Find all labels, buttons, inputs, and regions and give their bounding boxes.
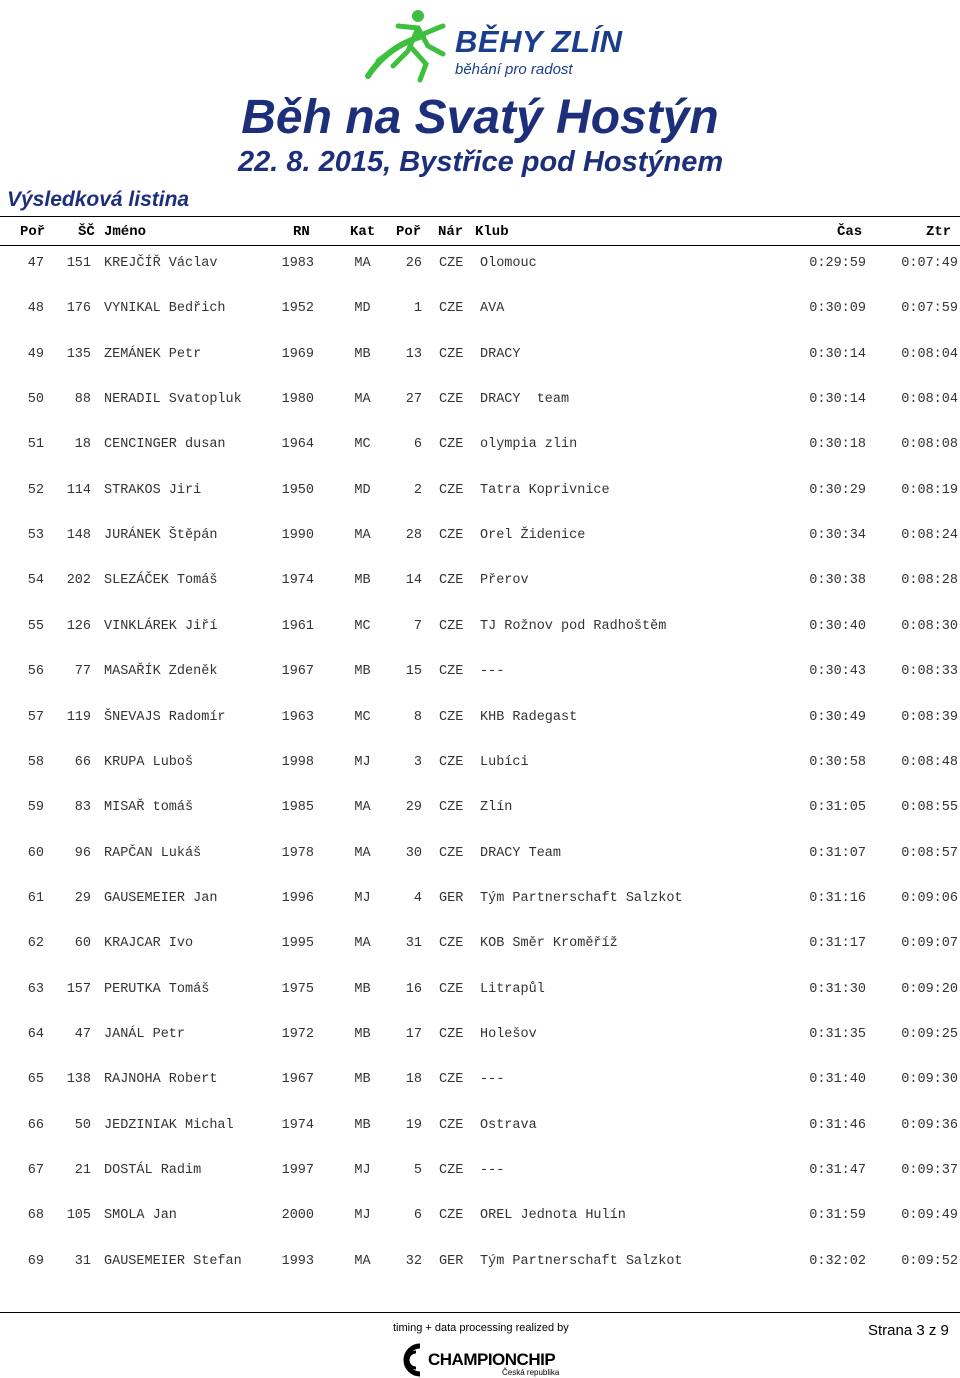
table-row [0,301,960,319]
table-row [0,1072,960,1090]
table-row [0,755,960,773]
cell-time: 0:30:40 [809,618,866,634]
cell-time: 0:31:40 [809,1072,866,1088]
cell-year: 1985 [281,800,314,816]
cell-name: DOSTÁL Radim [104,1163,202,1178]
cell-nation: CZE [439,528,464,544]
cell-category: MD [354,482,371,498]
cell-bib: 126 [66,618,91,634]
table-row [0,982,960,1000]
cell-category: MJ [354,1208,371,1224]
cell-rank: 55 [27,618,44,634]
cell-category-rank: 28 [405,528,422,544]
cell-nation: CZE [439,482,464,498]
cell-club: Olomouc [480,256,537,271]
cell-name: SLEZÁČEK Tomáš [104,573,218,589]
cell-year: 1972 [281,1026,314,1042]
cell-category-rank: 29 [405,800,422,816]
cell-year: 1967 [281,664,314,680]
cell-rank: 67 [27,1163,44,1178]
table-row [0,347,960,365]
cell-category: MB [354,664,371,680]
cell-name: ZEMÁNEK Petr [104,346,202,362]
table-header [0,224,960,242]
cell-category-rank: 31 [405,936,422,952]
table-row [0,846,960,864]
cell-year: 1974 [281,1117,314,1133]
cell-nation: CZE [439,709,464,725]
cell-year: 2000 [281,1208,314,1224]
logo-title: BĚHY ZLÍN [455,24,623,59]
cell-name: RAPČAN Lukáš [104,845,202,861]
cell-gap: 0:09:07 [901,936,958,952]
cell-time: 0:30:43 [809,664,866,680]
cell-rank: 66 [27,1117,44,1133]
logo-tagline: běhání pro radost [455,61,573,78]
page-number: Strana 3 z 9 [868,1322,949,1339]
cell-category-rank: 8 [413,709,422,725]
col-year: RN [293,224,310,240]
table-row [0,1027,960,1045]
cell-category: MA [354,256,371,271]
cell-rank: 68 [27,1208,44,1224]
cell-category: MA [354,936,371,952]
cell-category: MA [354,392,371,408]
col-gap: Ztr [926,224,952,240]
cell-time: 0:30:49 [809,709,866,725]
cell-gap: 0:09:37 [901,1163,958,1178]
cell-club: --- [480,664,505,680]
cell-club: --- [480,1072,505,1088]
cell-year: 1952 [281,301,314,317]
cell-bib: 29 [74,890,91,906]
cell-category-rank: 6 [413,1208,422,1224]
cell-category: MB [354,1117,371,1133]
cell-time: 0:32:02 [809,1253,866,1269]
cell-name: STRAKOS Jiri [104,482,202,498]
cell-rank: 69 [27,1253,44,1269]
cell-rank: 63 [27,981,44,997]
cell-bib: 66 [74,754,91,770]
cell-name: SMOLA Jan [104,1208,177,1224]
cell-nation: CZE [439,1208,464,1224]
table-row [0,1208,960,1226]
cell-year: 1963 [281,709,314,725]
cell-gap: 0:09:20 [901,981,958,997]
cell-category-rank: 3 [413,754,422,770]
timing-credit: timing + data processing realized by [393,1322,569,1334]
cell-category: MJ [354,754,371,770]
col-bib: ŠČ [78,224,95,240]
table-row [0,573,960,591]
cell-gap: 0:08:19 [901,482,958,498]
cell-rank: 59 [27,800,44,816]
results-heading: Výsledková listina [7,188,190,211]
cell-year: 1993 [281,1253,314,1269]
cell-nation: CZE [439,754,464,770]
cell-category: MC [354,437,371,453]
table-row [0,528,960,546]
page-title: Běh na Svatý Hostýn [241,91,719,144]
cell-year: 1978 [281,845,314,861]
cell-gap: 0:08:04 [901,392,958,408]
cell-category-rank: 18 [405,1072,422,1088]
cell-bib: 151 [66,256,91,271]
cell-club: Tým Partnerschaft Salzkot [480,890,683,906]
cell-name: RAJNOHA Robert [104,1072,218,1088]
cell-nation: CZE [439,845,464,861]
cell-time: 0:31:47 [809,1163,866,1178]
cell-gap: 0:08:08 [901,437,958,453]
cell-year: 1990 [281,528,314,544]
cell-time: 0:31:17 [809,936,866,952]
cell-year: 1967 [281,1072,314,1088]
cell-category-rank: 4 [413,890,422,906]
cell-year: 1974 [281,573,314,589]
cell-rank: 51 [27,437,44,453]
cell-bib: 50 [74,1117,91,1133]
cell-time: 0:31:46 [809,1117,866,1133]
table-row [0,619,960,637]
cell-time: 0:30:18 [809,437,866,453]
cell-gap: 0:08:39 [901,709,958,725]
cell-name: GAUSEMEIER Jan [104,890,218,906]
cell-bib: 119 [66,709,91,725]
cell-gap: 0:08:48 [901,754,958,770]
cell-gap: 0:09:52 [901,1253,958,1269]
cell-nation: CZE [439,1072,464,1088]
cell-time: 0:30:34 [809,528,866,544]
cell-rank: 60 [27,845,44,861]
cell-name: JANÁL Petr [104,1026,186,1042]
table-row [0,437,960,455]
cell-gap: 0:08:33 [901,664,958,680]
col-name: Jméno [104,224,147,240]
cell-gap: 0:08:57 [901,845,958,861]
cell-gap: 0:07:59 [901,301,958,317]
cell-time: 0:31:35 [809,1026,866,1042]
cell-category-rank: 26 [405,256,422,271]
cell-rank: 61 [27,890,44,906]
col-category: Kat [350,224,376,240]
cell-nation: CZE [439,1026,464,1042]
cell-nation: GER [439,1253,464,1269]
cell-name: PERUTKA Tomáš [104,981,210,997]
cell-year: 1950 [281,482,314,498]
cell-rank: 52 [27,482,44,498]
cell-gap: 0:08:28 [901,573,958,589]
table-row [0,936,960,954]
cell-bib: 83 [74,800,91,816]
cell-nation: CZE [439,664,464,680]
cell-time: 0:30:09 [809,301,866,317]
cell-nation: GER [439,890,464,906]
cell-rank: 53 [27,528,44,544]
cell-club: Litrapůl [480,981,545,997]
cell-name: VINKLÁREK Jiří [104,618,218,634]
cell-time: 0:30:14 [809,346,866,362]
cell-club: Orel Židenice [480,528,586,544]
cell-nation: CZE [439,301,464,317]
cell-category: MA [354,1253,371,1269]
cell-year: 1997 [281,1163,314,1178]
cell-category: MC [354,709,371,725]
event-date-location: 22. 8. 2015, Bystřice pod Hostýnem [238,146,724,178]
cell-category: MB [354,1026,371,1042]
table-row [0,800,960,818]
cell-category: MD [354,301,371,317]
cell-category-rank: 15 [405,664,422,680]
cell-gap: 0:07:49 [901,256,958,271]
cell-year: 1980 [281,392,314,408]
cell-name: MASAŘÍK Zdeněk [104,664,218,680]
cell-bib: 60 [74,936,91,952]
cell-club: KOB Směr Kroměříž [480,936,618,952]
cell-category-rank: 27 [405,392,422,408]
cell-time: 0:31:05 [809,800,866,816]
cell-nation: CZE [439,392,464,408]
cell-category: MA [354,528,371,544]
cell-rank: 58 [27,754,44,770]
cell-nation: CZE [439,346,464,362]
cell-club: DRACY Team [480,845,562,861]
cell-club: Zlín [480,800,513,816]
cell-category-rank: 13 [405,346,422,362]
cell-bib: 176 [66,301,91,317]
cell-bib: 77 [74,664,91,680]
cell-category-rank: 7 [413,618,422,634]
cell-bib: 96 [74,845,91,861]
table-row [0,710,960,728]
header-top-rule [0,216,960,217]
cell-time: 0:31:16 [809,890,866,906]
table-row [0,1254,960,1272]
cell-club: olympia zlin [480,437,578,453]
cell-bib: 31 [74,1253,91,1269]
cell-category: MJ [354,1163,371,1178]
cell-category: MB [354,573,371,589]
cell-club: Tým Partnerschaft Salzkot [480,1253,683,1269]
table-row [0,1118,960,1136]
table-row [0,891,960,909]
cell-nation: CZE [439,618,464,634]
cell-year: 1996 [281,890,314,906]
cell-club: DRACY team [480,392,570,408]
cell-bib: 157 [66,981,91,997]
cell-category-rank: 14 [405,573,422,589]
col-time: Čas [837,224,863,240]
cell-gap: 0:09:49 [901,1208,958,1224]
cell-time: 0:30:38 [809,573,866,589]
cell-gap: 0:08:55 [901,800,958,816]
cell-category-rank: 5 [413,1163,422,1178]
cell-time: 0:31:07 [809,845,866,861]
cell-club: DRACY [480,346,521,362]
cell-name: KRUPA Luboš [104,754,194,770]
cell-gap: 0:09:06 [901,890,958,906]
cell-club: --- [480,1163,505,1178]
cell-rank: 62 [27,936,44,952]
cell-rank: 57 [27,709,44,725]
cell-time: 0:30:29 [809,482,866,498]
table-row [0,483,960,501]
cell-nation: CZE [439,256,464,271]
cell-rank: 49 [27,346,44,362]
cell-category: MB [354,346,371,362]
cell-category: MA [354,845,371,861]
cell-category-rank: 6 [413,437,422,453]
cell-gap: 0:08:24 [901,528,958,544]
cell-rank: 47 [27,256,44,271]
cell-club: Ostrava [480,1117,537,1133]
cell-name: JURÁNEK Štěpán [104,528,218,544]
cell-name: MISAŘ tomáš [104,800,194,816]
cell-rank: 50 [27,392,44,408]
cell-club: Lubíci [480,754,529,770]
cell-category-rank: 2 [413,482,422,498]
col-category-rank: Poř [396,224,422,240]
cell-bib: 148 [66,528,91,544]
cell-name: NERADIL Svatopluk [104,392,242,408]
table-row [0,256,960,274]
cell-bib: 202 [66,573,91,589]
cell-club: TJ Rožnov pod Radhoštěm [480,618,667,634]
cell-club: Přerov [480,573,529,589]
cell-rank: 48 [27,301,44,317]
cell-rank: 65 [27,1072,44,1088]
col-rank: Poř [20,224,46,240]
cell-club: KHB Radegast [480,709,578,725]
cell-gap: 0:08:30 [901,618,958,634]
cell-bib: 88 [74,392,91,408]
cell-category-rank: 17 [405,1026,422,1042]
cell-club: Tatra Koprivnice [480,482,610,498]
cell-club: OREL Jednota Hulín [480,1208,626,1224]
cell-name: JEDZINIAK Michal [104,1117,234,1133]
cell-category-rank: 30 [405,845,422,861]
cell-time: 0:29:59 [809,256,866,271]
col-club: Klub [475,224,509,240]
table-row [0,664,960,682]
table-row [0,392,960,410]
cell-time: 0:30:14 [809,392,866,408]
cell-year: 1998 [281,754,314,770]
cell-nation: CZE [439,437,464,453]
cell-time: 0:30:58 [809,754,866,770]
cell-gap: 0:08:04 [901,346,958,362]
cell-bib: 105 [66,1208,91,1224]
cell-year: 1983 [281,256,314,271]
cell-year: 1995 [281,936,314,952]
cell-time: 0:31:59 [809,1208,866,1224]
cell-name: GAUSEMEIER Stefan [104,1253,242,1269]
cell-time: 0:31:30 [809,981,866,997]
cell-category-rank: 32 [405,1253,422,1269]
cell-name: CENCINGER dusan [104,437,226,453]
cell-rank: 56 [27,664,44,680]
table-row [0,1163,960,1181]
cell-category-rank: 19 [405,1117,422,1133]
cell-category: MB [354,981,371,997]
cell-year: 1961 [281,618,314,634]
cell-bib: 135 [66,346,91,362]
cell-rank: 54 [27,573,44,589]
col-nation: Nár [438,224,464,240]
cell-nation: CZE [439,800,464,816]
cell-category: MC [354,618,371,634]
cell-rank: 64 [27,1026,44,1042]
cell-nation: CZE [439,981,464,997]
cell-name: KREJČÍŘ Václav [104,256,218,271]
championchip-brand: CHAMPIONCHIP [428,1350,556,1369]
cell-name: VYNIKAL Bedřich [104,301,226,317]
championchip-country: Česká republika [502,1368,560,1377]
cell-nation: CZE [439,573,464,589]
cell-gap: 0:09:25 [901,1026,958,1042]
cell-bib: 21 [74,1163,91,1178]
cell-bib: 18 [74,437,91,453]
cell-gap: 0:09:30 [901,1072,958,1088]
cell-year: 1975 [281,981,314,997]
cell-category-rank: 16 [405,981,422,997]
cell-year: 1969 [281,346,314,362]
cell-club: Holešov [480,1026,537,1042]
cell-name: ŠNEVAJS Radomír [104,709,226,725]
cell-nation: CZE [439,1163,464,1178]
cell-bib: 138 [66,1072,91,1088]
footer-rule [0,1312,960,1313]
cell-category: MB [354,1072,371,1088]
cell-bib: 47 [74,1026,91,1042]
cell-nation: CZE [439,1117,464,1133]
cell-category: MJ [354,890,371,906]
cell-category: MA [354,800,371,816]
cell-year: 1964 [281,437,314,453]
cell-nation: CZE [439,936,464,952]
cell-gap: 0:09:36 [901,1117,958,1133]
header-bottom-rule [0,245,960,246]
cell-club: AVA [480,301,505,317]
cell-bib: 114 [66,482,91,498]
cell-name: KRAJCAR Ivo [104,936,194,952]
cell-category-rank: 1 [413,301,422,317]
